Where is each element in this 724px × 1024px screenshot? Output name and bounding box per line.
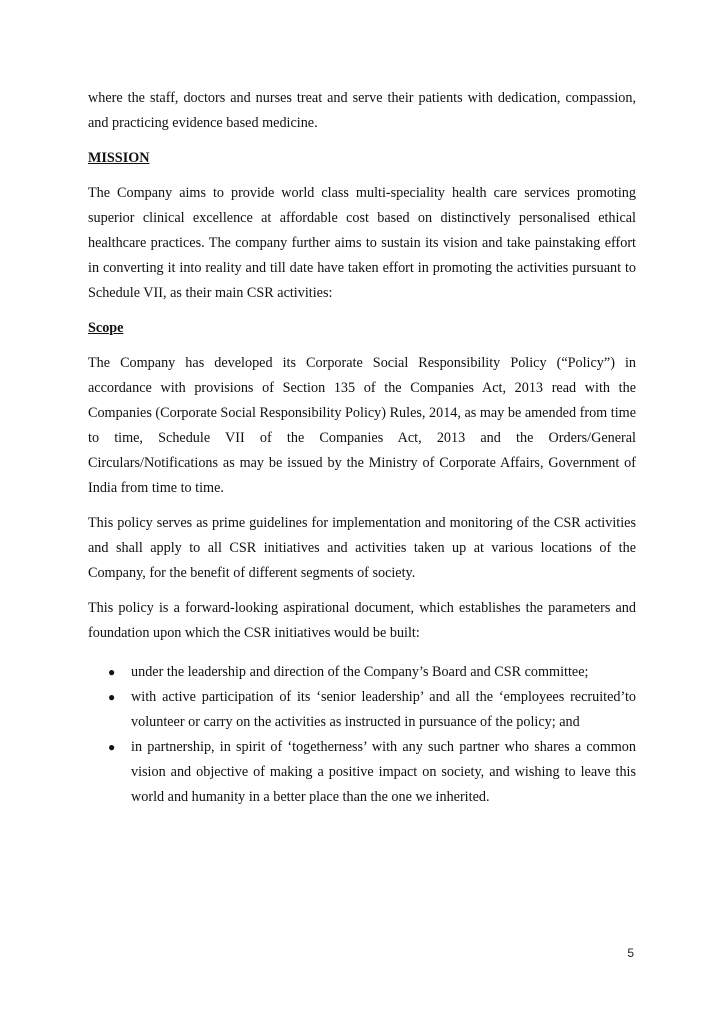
page-number: 5 xyxy=(627,946,634,960)
mission-paragraph: The Company aims to provide world class multi-speciality health care services promoting superior clinical excellence at affordable cost based on distinctively personalised ethical healthcare practices. The company further aims to sustain its vision and take painstaking effort in converting it into reality and till date have taken effort in promoting the activities pursuant to Schedule VII, as their main CSR activities: xyxy=(88,185,636,301)
page-body xyxy=(88,86,636,810)
list-item-text: with active participation of its ‘senior leadership’ and all the ‘employees recruited’to volunteer or carry on the activities as instructed in pursuance of the policy; and xyxy=(131,689,636,730)
list-item xyxy=(88,660,636,685)
scope-section-header xyxy=(88,316,636,341)
mission-section-header xyxy=(88,146,636,171)
list-item xyxy=(88,735,636,810)
scope-paragraph-3: This policy is a forward-looking aspirational document, which establishes the parameters and foundation upon which the CSR initiatives would be built: xyxy=(88,600,636,641)
list-item-text: under the leadership and direction of the Company’s Board and CSR committee; xyxy=(131,664,589,680)
scope-bullet-list xyxy=(88,660,636,810)
bullet-icon: ● xyxy=(108,665,116,679)
intro-paragraph: where the staff, doctors and nurses treat and serve their patients with dedication, compassion, and practicing evidence based medicine. xyxy=(88,90,636,131)
scope-paragraph-1: The Company has developed its Corporate Social Responsibility Policy (“Policy”) in accordance with provisions of Section 135 of the Companies Act, 2013 read with the Companies (Corporate Social Responsibility Policy) Rules, 2014, as may be amended from time to time, Schedule VII of the Companies Act, 2013 and the Orders/General Circulars/Notifications as may be issued by the Ministry of Corporate Affairs, Government of India from time to time. xyxy=(88,355,636,496)
scope-heading: Scope xyxy=(88,320,124,336)
bullet-icon: ● xyxy=(108,690,116,704)
bullet-icon: ● xyxy=(108,740,116,754)
mission-heading: MISSION xyxy=(88,150,150,166)
list-item xyxy=(88,685,636,735)
list-item-text: in partnership, in spirit of ‘togetherness’ with any such partner who shares a common vision and objective of making a positive impact on society, and wishing to leave this world and humanity in a better place than the one we inherited. xyxy=(131,739,636,805)
scope-paragraph-2: This policy serves as prime guidelines for implementation and monitoring of the CSR activities and shall apply to all CSR initiatives and activities taken up at various locations of the Company, for the benefit of different segments of society. xyxy=(88,515,636,581)
